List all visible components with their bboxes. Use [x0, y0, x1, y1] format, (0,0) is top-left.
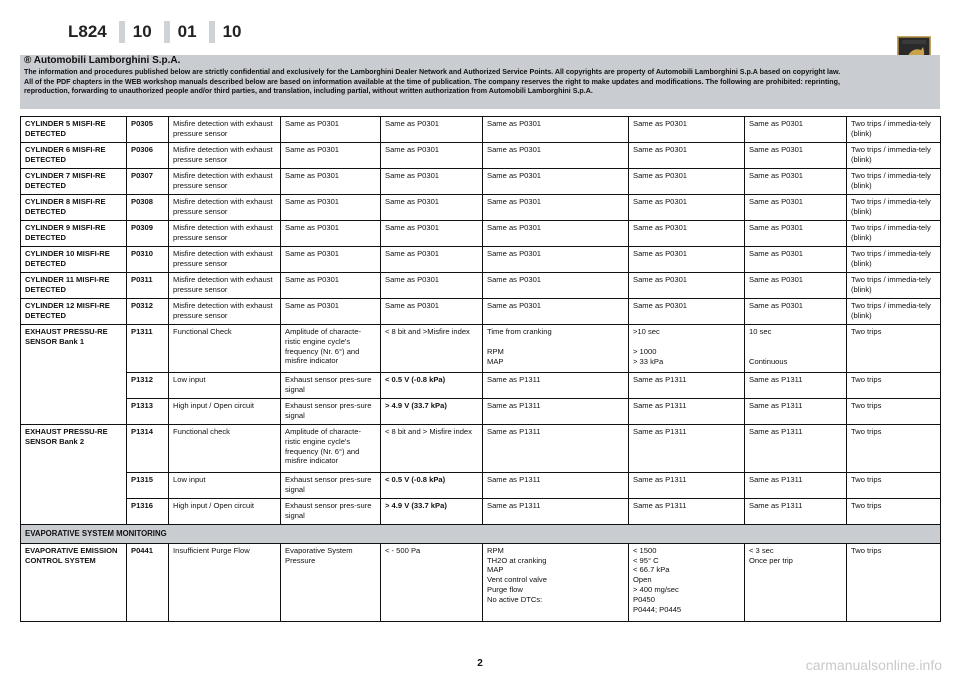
- dtc-code: P0307: [127, 169, 169, 195]
- parameter-cell: Same as P0301: [281, 169, 381, 195]
- time-required-cell: [745, 325, 847, 373]
- threshold-cell: > 4.9 V (33.7 kPa): [381, 499, 483, 525]
- secondary-param-cell: Same as P0301: [483, 221, 629, 247]
- dtc-code: P1312: [127, 373, 169, 399]
- time-required-cell: Same as P0301: [745, 169, 847, 195]
- threshold-cell: < 0.5 V (-0.8 kPa): [381, 473, 483, 499]
- param-line: Once per trip: [749, 555, 793, 565]
- system-cell: EXHAUST PRESSU-RE SENSOR Bank 2: [21, 425, 127, 525]
- table-row: [21, 425, 941, 473]
- mil-illumination-cell: Two trips: [847, 399, 941, 425]
- description-cell: Misfire detection with exhaust pressure sensor: [169, 117, 281, 143]
- time-required-cell: [745, 543, 847, 621]
- table-row: [21, 169, 941, 195]
- param-line: < 1500: [633, 545, 657, 555]
- threshold-cell: > 4.9 V (33.7 kPa): [381, 399, 483, 425]
- parameter-cell: Exhaust sensor pres-sure signal: [281, 473, 381, 499]
- tab-subgroup: 01: [164, 21, 205, 43]
- tab-model: L824: [60, 21, 115, 43]
- parameter-cell: Same as P0301: [281, 299, 381, 325]
- company-title: ® Automobili Lamborghini S.p.A.: [24, 55, 181, 66]
- table-row: [21, 195, 941, 221]
- description-cell: Misfire detection with exhaust pressure sensor: [169, 195, 281, 221]
- threshold-cell: Same as P0301: [381, 169, 483, 195]
- parameter-cell: Exhaust sensor pres-sure signal: [281, 499, 381, 525]
- parameter-cell: Amplitude of characte-ristic engine cycle's frequency (Nr. 6°) and misfire indicator: [281, 425, 381, 473]
- parameter-cell: Exhaust sensor pres-sure signal: [281, 399, 381, 425]
- time-required-cell: Same as P0301: [745, 195, 847, 221]
- param-line: 10 sec: [749, 327, 772, 336]
- enable-condition-cell: Same as P1311: [629, 499, 745, 525]
- system-cell: EXHAUST PRESSU-RE SENSOR Bank 1: [21, 325, 127, 425]
- threshold-cell: Same as P0301: [381, 299, 483, 325]
- system-cell: CYLINDER 8 MISFI-RE DETECTED: [21, 195, 127, 221]
- secondary-param-cell: Same as P0301: [483, 117, 629, 143]
- mil-illumination-cell: Two trips / immedia-tely (blink): [847, 169, 941, 195]
- system-cell: CYLINDER 12 MISFI-RE DETECTED: [21, 299, 127, 325]
- description-cell: Misfire detection with exhaust pressure sensor: [169, 299, 281, 325]
- table-row: [21, 473, 941, 499]
- parameter-cell: Same as P0301: [281, 195, 381, 221]
- threshold-cell: Same as P0301: [381, 195, 483, 221]
- secondary-param-cell: Same as P0301: [483, 143, 629, 169]
- mil-illumination-cell: Two trips: [847, 499, 941, 525]
- secondary-param-cell: Same as P1311: [483, 373, 629, 399]
- mil-illumination-cell: Two trips: [847, 373, 941, 399]
- table-row: [21, 117, 941, 143]
- dtc-code: P0306: [127, 143, 169, 169]
- enable-condition-cell: Same as P0301: [629, 195, 745, 221]
- system-cell: EVAPORATIVE EMISSION CONTROL SYSTEM: [21, 543, 127, 621]
- dtc-code: P1315: [127, 473, 169, 499]
- secondary-param-cell: Same as P1311: [483, 499, 629, 525]
- description-cell: Misfire detection with exhaust pressure sensor: [169, 143, 281, 169]
- enable-condition-cell: Same as P0301: [629, 117, 745, 143]
- time-required-cell: Same as P0301: [745, 299, 847, 325]
- dtc-code: P1316: [127, 499, 169, 525]
- dtc-code: P0305: [127, 117, 169, 143]
- secondary-param-cell: Same as P1311: [483, 399, 629, 425]
- param-line: No active DTCs:: [487, 594, 543, 604]
- enable-condition-cell: Same as P1311: [629, 425, 745, 473]
- mil-illumination-cell: Two trips / immedia-tely (blink): [847, 299, 941, 325]
- time-required-cell: Same as P0301: [745, 143, 847, 169]
- mil-illumination-cell: Two trips / immedia-tely (blink): [847, 273, 941, 299]
- time-required-cell: Same as P1311: [745, 373, 847, 399]
- tab-section: 10: [209, 21, 250, 43]
- dtc-code: P1311: [127, 325, 169, 373]
- secondary-param-cell: [483, 325, 629, 373]
- param-line: P0444; P0445: [633, 604, 682, 614]
- dtc-code: P0310: [127, 247, 169, 273]
- system-cell: CYLINDER 5 MISFI-RE DETECTED: [21, 117, 127, 143]
- param-line: RPM: [487, 346, 504, 356]
- param-line: Vent control valve: [487, 575, 547, 585]
- parameter-cell: Same as P0301: [281, 247, 381, 273]
- mil-illumination-cell: Two trips / immedia-tely (blink): [847, 195, 941, 221]
- dtc-code: P1314: [127, 425, 169, 473]
- threshold-cell: Same as P0301: [381, 247, 483, 273]
- enable-condition-cell: Same as P1311: [629, 399, 745, 425]
- table-row: [21, 143, 941, 169]
- enable-condition-cell: Same as P1311: [629, 373, 745, 399]
- param-line: RPM: [487, 545, 504, 555]
- system-cell: CYLINDER 11 MISFI-RE DETECTED: [21, 273, 127, 299]
- threshold-cell: Same as P0301: [381, 143, 483, 169]
- mil-illumination-cell: Two trips / immedia-tely (blink): [847, 247, 941, 273]
- param-line: > 400 mg/sec: [633, 584, 679, 594]
- secondary-param-cell: Same as P0301: [483, 169, 629, 195]
- param-line: < 3 sec: [749, 545, 774, 555]
- param-line: MAP: [487, 356, 504, 366]
- dtc-code: P0441: [127, 543, 169, 621]
- param-line: TH2O at cranking: [487, 555, 547, 565]
- threshold-cell: Same as P0301: [381, 221, 483, 247]
- param-line: < 66.7 kPa: [633, 565, 670, 575]
- table-row: [21, 273, 941, 299]
- system-cell: CYLINDER 9 MISFI-RE DETECTED: [21, 221, 127, 247]
- description-cell: High input / Open circuit: [169, 499, 281, 525]
- tab-group: 10: [119, 21, 160, 43]
- document-tabs: [60, 21, 254, 43]
- threshold-cell: < - 500 Pa: [381, 543, 483, 621]
- table-row: [21, 247, 941, 273]
- enable-condition-cell: [629, 325, 745, 373]
- table-row: [21, 499, 941, 525]
- copyright-notice: The information and procedures published below are strictly confidential and exclusively for the Lamborghini Dealer Network and Authorized Service Points. All copyrights are property of Automobili Lamborghini S.p.A based on copyright law. All of the PDF chapters in the WEB workshop manuals described below are based on information available at the time of publication. The company reserves the right to make updates and modifications. The following are prohibited: reprinting, reproduction, forwarding to unauthorized people and/or third parties, and translation, including partial, without written authorization from Automobili Lamborghini S.p.A.: [24, 68, 841, 95]
- page-number: 2: [477, 658, 483, 669]
- table-row: [21, 543, 941, 621]
- description-cell: Misfire detection with exhaust pressure sensor: [169, 273, 281, 299]
- mil-illumination-cell: Two trips: [847, 425, 941, 473]
- parameter-cell: Same as P0301: [281, 273, 381, 299]
- enable-condition-cell: Same as P0301: [629, 273, 745, 299]
- section-title: EVAPORATIVE SYSTEM MONITORING: [21, 525, 941, 544]
- description-cell: Misfire detection with exhaust pressure sensor: [169, 247, 281, 273]
- secondary-param-cell: Same as P1311: [483, 425, 629, 473]
- description-cell: Functional Check: [169, 325, 281, 373]
- description-cell: Misfire detection with exhaust pressure sensor: [169, 169, 281, 195]
- enable-condition-cell: [629, 543, 745, 621]
- parameter-cell: Same as P0301: [281, 143, 381, 169]
- description-cell: Low input: [169, 473, 281, 499]
- param-line: > 33 kPa: [633, 356, 664, 366]
- description-cell: Low input: [169, 373, 281, 399]
- threshold-cell: Same as P0301: [381, 273, 483, 299]
- secondary-param-cell: Same as P0301: [483, 273, 629, 299]
- mil-illumination-cell: Two trips: [847, 473, 941, 499]
- table-row: [21, 373, 941, 399]
- param-line: MAP: [487, 565, 504, 575]
- dtc-code: P1313: [127, 399, 169, 425]
- table-row: [21, 325, 941, 373]
- enable-condition-cell: Same as P0301: [629, 247, 745, 273]
- param-line: Open: [633, 575, 652, 585]
- parameter-cell: Same as P0301: [281, 221, 381, 247]
- system-cell: CYLINDER 6 MISFI-RE DETECTED: [21, 143, 127, 169]
- time-required-cell: Same as P1311: [745, 425, 847, 473]
- threshold-cell: Same as P0301: [381, 117, 483, 143]
- secondary-param-cell: Same as P1311: [483, 473, 629, 499]
- table-row: [21, 221, 941, 247]
- table-row: [21, 299, 941, 325]
- secondary-param-cell: Same as P0301: [483, 299, 629, 325]
- mil-illumination-cell: Two trips: [847, 325, 941, 373]
- enable-condition-cell: Same as P0301: [629, 143, 745, 169]
- description-cell: Misfire detection with exhaust pressure sensor: [169, 221, 281, 247]
- description-cell: Insufficient Purge Flow: [169, 543, 281, 621]
- time-required-cell: Same as P1311: [745, 399, 847, 425]
- section-header-row: [21, 525, 941, 544]
- time-required-cell: Same as P0301: [745, 117, 847, 143]
- dtc-code: P0311: [127, 273, 169, 299]
- parameter-cell: Evaporative System Pressure: [281, 543, 381, 621]
- param-line: >10 sec: [633, 327, 660, 336]
- parameter-cell: Amplitude of characte-ristic engine cycle's frequency (Nr. 6°) and misfire indicator: [281, 325, 381, 373]
- param-line: Continuous: [749, 356, 788, 366]
- param-line: Time from cranking: [487, 327, 552, 336]
- table-row: [21, 399, 941, 425]
- secondary-param-cell: [483, 543, 629, 621]
- copyright-banner: [20, 55, 940, 109]
- dtc-code: P0312: [127, 299, 169, 325]
- param-line: Purge flow: [487, 584, 523, 594]
- time-required-cell: Same as P1311: [745, 499, 847, 525]
- mil-illumination-cell: Two trips: [847, 543, 941, 621]
- param-line: P0450: [633, 594, 655, 604]
- enable-condition-cell: Same as P0301: [629, 299, 745, 325]
- time-required-cell: Same as P0301: [745, 247, 847, 273]
- param-line: < 95° C: [633, 555, 659, 565]
- parameter-cell: Same as P0301: [281, 117, 381, 143]
- description-cell: Functional check: [169, 425, 281, 473]
- enable-condition-cell: Same as P0301: [629, 169, 745, 195]
- mil-illumination-cell: Two trips / immedia-tely (blink): [847, 143, 941, 169]
- parameter-cell: Exhaust sensor pres-sure signal: [281, 373, 381, 399]
- system-cell: CYLINDER 10 MISFI-RE DETECTED: [21, 247, 127, 273]
- dtc-table: [20, 116, 941, 622]
- secondary-param-cell: Same as P0301: [483, 195, 629, 221]
- threshold-cell: < 0.5 V (-0.8 kPa): [381, 373, 483, 399]
- secondary-param-cell: Same as P0301: [483, 247, 629, 273]
- system-cell: CYLINDER 7 MISFI-RE DETECTED: [21, 169, 127, 195]
- dtc-code: P0309: [127, 221, 169, 247]
- watermark: carmanualsonline.info: [805, 657, 942, 673]
- param-line: > 1000: [633, 346, 657, 356]
- threshold-cell: < 8 bit and > Misfire index: [381, 425, 483, 473]
- threshold-cell: < 8 bit and >Misfire index: [381, 325, 483, 373]
- time-required-cell: Same as P0301: [745, 221, 847, 247]
- mil-illumination-cell: Two trips / immedia-tely (blink): [847, 221, 941, 247]
- enable-condition-cell: Same as P0301: [629, 221, 745, 247]
- dtc-code: P0308: [127, 195, 169, 221]
- time-required-cell: Same as P0301: [745, 273, 847, 299]
- mil-illumination-cell: Two trips / immedia-tely (blink): [847, 117, 941, 143]
- time-required-cell: Same as P1311: [745, 473, 847, 499]
- enable-condition-cell: Same as P1311: [629, 473, 745, 499]
- description-cell: High input / Open circuit: [169, 399, 281, 425]
